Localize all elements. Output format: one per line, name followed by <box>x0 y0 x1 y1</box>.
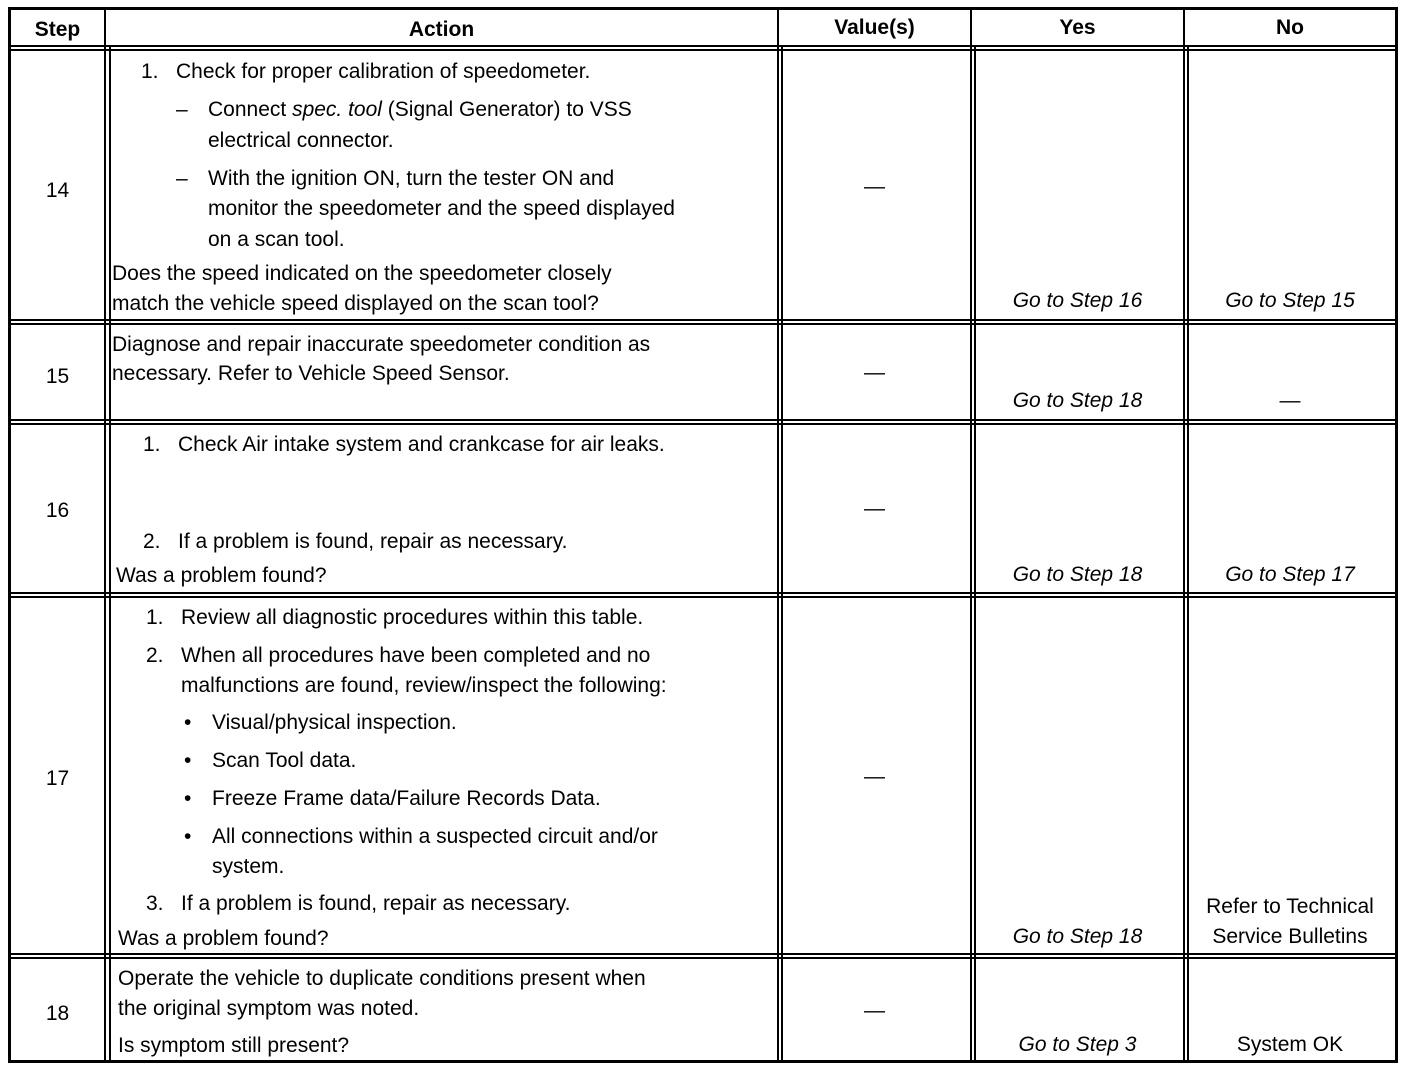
step-16-item2-number: 2. <box>143 530 161 553</box>
step-18-no: System OK <box>1236 1033 1344 1056</box>
step-15-number: 15 <box>45 365 70 388</box>
table-border-left <box>8 7 11 1063</box>
row-divider-17 <box>8 953 1398 955</box>
col-divider-action <box>777 7 779 1063</box>
step-18-number: 18 <box>45 1002 70 1025</box>
step-14-item1-text: Check for proper calibration of speedometer. <box>176 60 591 83</box>
col-divider-step-2 <box>109 47 111 1063</box>
step-17-bullet3: Freeze Frame data/Failure Records Data. <box>212 787 601 810</box>
step-14-sub1-line2: electrical connector. <box>208 129 394 152</box>
step-17-item3-text: If a problem is found, repair as necessary. <box>181 892 571 915</box>
step-17-yes-link[interactable]: Go to Step 18 <box>1012 925 1143 948</box>
header-no: No <box>1276 16 1304 39</box>
col-divider-action-2 <box>781 47 783 1063</box>
step-17-value: — <box>864 765 885 788</box>
step-14-yes-link[interactable]: Go to Step 16 <box>1012 289 1143 312</box>
step-17-bullet4-line1: All connections within a suspected circuit and/or <box>212 825 658 848</box>
step-17-item3-number: 3. <box>146 892 164 915</box>
step-16-no-link[interactable]: Go to Step 17 <box>1225 563 1355 586</box>
table-border-top <box>8 7 1398 10</box>
header-values: Value(s) <box>834 16 915 39</box>
step-16-item2-text: If a problem is found, repair as necessary. <box>178 530 568 553</box>
header-yes: Yes <box>1059 16 1096 39</box>
step-14-value: — <box>864 175 885 198</box>
step-14-sub2-line2: monitor the speedometer and the speed displayed <box>208 197 675 220</box>
step-16-value: — <box>864 497 885 520</box>
step-15-value: — <box>864 361 885 384</box>
step-17-bullet2: Scan Tool data. <box>212 749 357 772</box>
step-15-line1: Diagnose and repair inaccurate speedometer condition as <box>112 333 651 356</box>
header-step: Step <box>34 18 81 41</box>
step-15-line2: necessary. Refer to Vehicle Speed Sensor. <box>112 362 510 385</box>
header-action: Action <box>408 18 475 41</box>
row-divider-14 <box>8 319 1398 321</box>
step-17-question: Was a problem found? <box>118 927 329 950</box>
row-divider-header-2 <box>8 49 1398 51</box>
step-14-question-line1: Does the speed indicated on the speedometer closely <box>112 262 612 285</box>
step-16-item1-text: Check Air intake system and crankcase for air leaks. <box>178 433 665 456</box>
row-divider-header <box>8 45 1398 47</box>
col-divider-step <box>104 7 106 1063</box>
step-17-item1-text: Review all diagnostic procedures within this table. <box>181 606 644 629</box>
step-14-sub2-line3: on a scan tool. <box>208 228 345 251</box>
row-divider-16 <box>8 592 1398 594</box>
step-14-item1-number: 1. <box>141 60 159 83</box>
step-17-number: 17 <box>45 767 70 790</box>
step-15-yes-link[interactable]: Go to Step 18 <box>1012 389 1143 412</box>
step-17-bullet4-dot: • <box>184 825 192 848</box>
row-divider-16-2 <box>8 596 1398 598</box>
step-14-sub1-line1 <box>208 98 632 122</box>
step-18-line2: the original symptom was noted. <box>118 997 420 1020</box>
step-16-item1-number: 1. <box>143 433 161 456</box>
step-17-item2-line2: malfunctions are found, review/inspect the following: <box>181 674 667 697</box>
step-14-sub1-dash: – <box>176 98 188 121</box>
step-17-bullet1-dot: • <box>184 711 192 734</box>
step-18-value: — <box>864 999 885 1022</box>
step-17-bullet1: Visual/physical inspection. <box>212 711 457 734</box>
step-17-item1-number: 1. <box>146 606 164 629</box>
step-14-number: 14 <box>45 179 70 202</box>
row-divider-17-2 <box>8 957 1398 959</box>
row-divider-15 <box>8 419 1398 421</box>
row-divider-15-2 <box>8 423 1398 425</box>
step-16-number: 16 <box>45 499 70 522</box>
step-14-sub2-line1: With the ignition ON, turn the tester ON and <box>208 167 615 190</box>
step-17-bullet2-dot: • <box>184 749 192 772</box>
step-14-no-link[interactable]: Go to Step 15 <box>1225 289 1355 312</box>
step-16-yes-link[interactable]: Go to Step 18 <box>1012 563 1143 586</box>
step-18-question: Is symptom still present? <box>118 1034 350 1057</box>
step-18-yes-link[interactable]: Go to Step 3 <box>1018 1033 1137 1056</box>
step-17-bullet3-dot: • <box>184 787 192 810</box>
col-divider-values <box>970 7 972 1063</box>
step-18-line1: Operate the vehicle to duplicate conditions present when <box>118 967 646 990</box>
step-17-item2-line1: When all procedures have been completed and no <box>181 644 651 667</box>
table-border-bottom <box>8 1060 1398 1063</box>
step-17-bullet4-line2: system. <box>212 855 285 878</box>
step-17-no-line2: Service Bulletins <box>1212 925 1368 948</box>
step-17-no-line1: Refer to Technical <box>1206 895 1374 918</box>
step-14-sub1-c: (Signal Generator) to VSS <box>381 98 632 121</box>
step-16-question: Was a problem found? <box>116 564 327 587</box>
step-14-spec-tool: spec. tool <box>292 98 382 121</box>
step-14-sub2-dash: – <box>176 167 188 190</box>
step-14-question-line2: match the vehicle speed displayed on the scan tool? <box>112 292 599 315</box>
step-17-item2-number: 2. <box>146 644 164 667</box>
table-border-right <box>1395 7 1398 1063</box>
row-divider-14-2 <box>8 323 1398 325</box>
step-15-no: — <box>1279 389 1301 412</box>
step-14-sub1-a: Connect <box>208 98 293 121</box>
col-divider-values-2 <box>974 47 976 1063</box>
